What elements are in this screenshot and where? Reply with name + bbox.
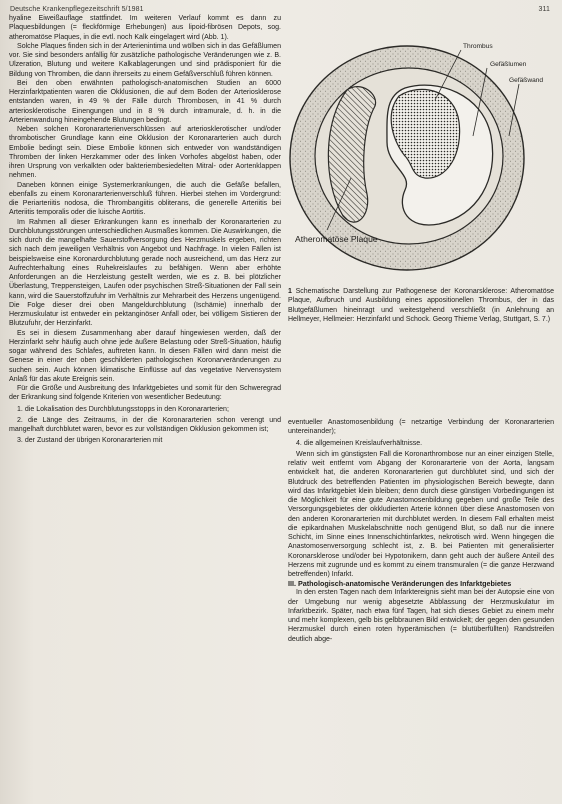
- figure-artery-cross-section: [287, 18, 555, 280]
- paragraph: Es sei in diesem Zusammenhang aber darauf hingewiesen werden, daß der Herzinfarkt sehr häufig auch ohne jede äußere Belastung oder Streß-Situation, häufig sogar während des Schlafes, auftreten kann. In diesen Fällen wird dann meist die Genese in einer der oben geschilderten pathologischen Koronarveränderungen zu suchen sein. Auch können klimatische Einflüsse auf das vegetative Nervensystem Anlaß für das akute Ereignis sein.: [9, 329, 281, 383]
- list-item: 3. der Zustand der übrigen Koronararterien mit: [17, 437, 163, 445]
- list-item: 4. die allgemeinen Kreislaufverhältnisse.: [296, 439, 423, 447]
- list-item: 1. die Lokalisation des Durchblutungsstopps in den Koronararterien;: [17, 405, 229, 413]
- paragraph: Wenn sich im günstigsten Fall die Koronarthrombose nur an einer einzigen Stelle, relativ weit entfernt vom Abgang der Koronararterie von der Aorta, langsam entwickelt hat, die anderen Koronararterien gut durchblutet sind, und sich der Blutdruck des betreffenden Patienten im physiologischen Bereich bewegte, dann wird das Infarktgebiet klein bleiben; denn durch diese günstigen Vorbedingungen ist die Möglichkeit für eine gute Anastomosenbildung gegeben und große Teile des Versorgungsgebietes der okkludierten Arterie können über diese Anastomosen von den anderen Koronararterien mit durchblutet werden. In diesem Fall erhalten meist die epikardnahen Muskelabschnitte noch genügend Blut, so daß nur die innere Schicht, im Sinne eines Innenschichtinfarktes, nekrotisch wird. Wenn hingegen die Anastomosenversorgung schlecht ist, z. B. bei Patienten mit generalisierter Koronarsklerose und/oder bei Hypotonikern, dann geht auch der äußere Anteil des Herzens mit zugrunde und es kommt zu einem transmuralen (= die ganze Herzwand betreffenden) Infarkt.: [288, 450, 554, 578]
- left-text-column: [9, 14, 281, 446]
- caption-number: 1: [288, 288, 292, 295]
- label-thrombus: Thrombus: [463, 43, 493, 50]
- section-heading: III. Pathologisch-anatomische Veränderungen des Infarktgebietes: [288, 579, 512, 589]
- figure-caption: [288, 287, 554, 324]
- paragraph: Im Rahmen all dieser Erkrankungen kann es innerhalb der Koronararterien zu Durchblutungsstörungen unterschiedlichen Ausmaßes kommen. Die Auswirkungen, die sich durch die mangelhafte Sauerstoffversorgung des Herzmuskels ergeben, richten sich nach dem jeweiligen Verhältnis von Angebot und Nachfrage. In vielen Fällen ist beispielsweise eine Koronardurchblutung gerade noch ausreichend, um das Herz zur Aufrechterhaltung eines Ruhekreislaufes zu befähigen. Wenn aber erhöhte Anforderungen an die Herzleistung gestellt werden, wie es z. B. bei plötzlicher Überlastung, Treppensteigen, Laufen oder psychischen Streß-Situationen der Fall sein kann, wird die Sauerstoffzufuhr im Verhältnis zur Mehrarbeit des Herzens ungenügend. Die Folge dieser drei oben Mangeldurchblutung (Ischämie) innerhalb der Herzmuskulatur ist entweder ein pektanginöser Anfall oder, bei völligem Sistieren der Blutzufuhr, der Herzinfarkt.: [9, 218, 281, 328]
- page-number: 311: [538, 6, 550, 13]
- journal-title: Deutsche Krankenpflegezeitschrift 5/1981: [10, 6, 144, 13]
- artery-diagram: [287, 18, 555, 280]
- right-text-column: [288, 418, 554, 644]
- list-item: 2. die Länge des Zeitraums, in der die Koronararterien schon verengt und mangelhaft durchblutet waren, bevor es zur vollständigen Okklusion gekommen ist;: [9, 416, 281, 433]
- label-lumen: Gefäßlumen: [490, 61, 527, 68]
- caption-text: Schematische Darstellung zur Pathogenese der Koronarsklerose: Atheromatöse Plaque, Aufbruch und Ausbildung eines appositionellen Thrombus, der in das Blutgefäßlumen hineinragt und weitestgehend verschließt (in Anlehnung an Hellmeyer, Hellmeier: Herzinfarkt und Schock. Georg Thieme Verlag, Stuttgart, S. 7.): [288, 288, 555, 323]
- list-item: eventueller Anastomosenbildung (= netzartige Verbindung der Koronararterien untereinander);: [288, 419, 554, 436]
- paragraph: Daneben können einige Systemerkrankungen, die auch die Gefäße befallen, ebenfalls zu einem Koronararterienverschluß führen. Hierbei stehen im Vordergrund: die Periarteriitis nodosa, die Thrombangiitis obliterans, die generelle Arteriitis bei Arteriitis temporalis oder die luische Aortitis.: [9, 181, 281, 217]
- paragraph: hyaline Eiweißauflage stattfindet. Im weiteren Verlauf kommt es dann zu Plaquesbildungen (= fleckförmige Erhebungen) aus lipoid-fibrösen Depots, sog. atheromatöse Plaques, in die evtl. noch Kalk eingelagert wird (Abb. 1).: [9, 15, 281, 41]
- paragraph: Bei den oben erwähnten pathologisch-anatomischen Studien an 6000 Herzinfarktpatienten waren die Okklusionen, die auf dem Boden der Arteriosklerose entstanden waren, in 49 % der Fälle durch Thrombosen, in 41 % durch arteriosklerotische Einengungen und in 8 % durch intramurale, d. h. in die Arterienwandung hineingehende Blutungen bedingt.: [9, 79, 281, 124]
- label-plaque: Atheromatöse Plaque: [295, 234, 378, 244]
- paragraph: Solche Plaques finden sich in der Arterienintima und wölben sich in das Gefäßlumen vor. Sie sind besonders anfällig für zusätzliche pathologische Veränderungen wie z. B. Ulzeration, Blutung und weitere Kalkablagerungen und sind prädisponiert für die Bildung von Thromben, die dann ihrerseits zu einem Gefäßverschluß führen können.: [9, 42, 281, 78]
- paragraph: Für die Größe und Ausbreitung des Infarktgebietes und somit für den Schweregrad der Erkrankung sind folgende Kriterien von wesentlicher Bedeutung:: [9, 385, 281, 402]
- paragraph: Neben solchen Koronararterienverschlüssen auf arteriosklerotischer und/oder thrombotischer Grundlage kann eine Okklusion der Koronararterien auch durch Embolie bedingt sein. Diese Embolie können sich entweder von wandständigen Thromben der linken Herzkammer oder des linken Vorhofes abgelöst haben, oder ihren Ursprung von verkalkten oder bakteriembesiedelten Mitral- oder Aortenklappen nehmen.: [9, 126, 281, 180]
- label-wall: Gefäßwand: [509, 77, 544, 84]
- paragraph: In den ersten Tagen nach dem Infarktereignis sieht man bei der Autopsie eine von der Umgebung nur wenig abgesetzte Abblassung der Herzmuskulatur im Infarktbezirk. Später, nach etwa fünf Tagen, hat sich dieses Gebiet zu einem mehr und mehr komplexen, gelb bis gelbbraunen Bild entwickelt; der gegen den gesunden Herzmuskel durch einen roten hyperämischen (= blutüberfüllten) Randstreifen deutlich abge-: [288, 589, 554, 643]
